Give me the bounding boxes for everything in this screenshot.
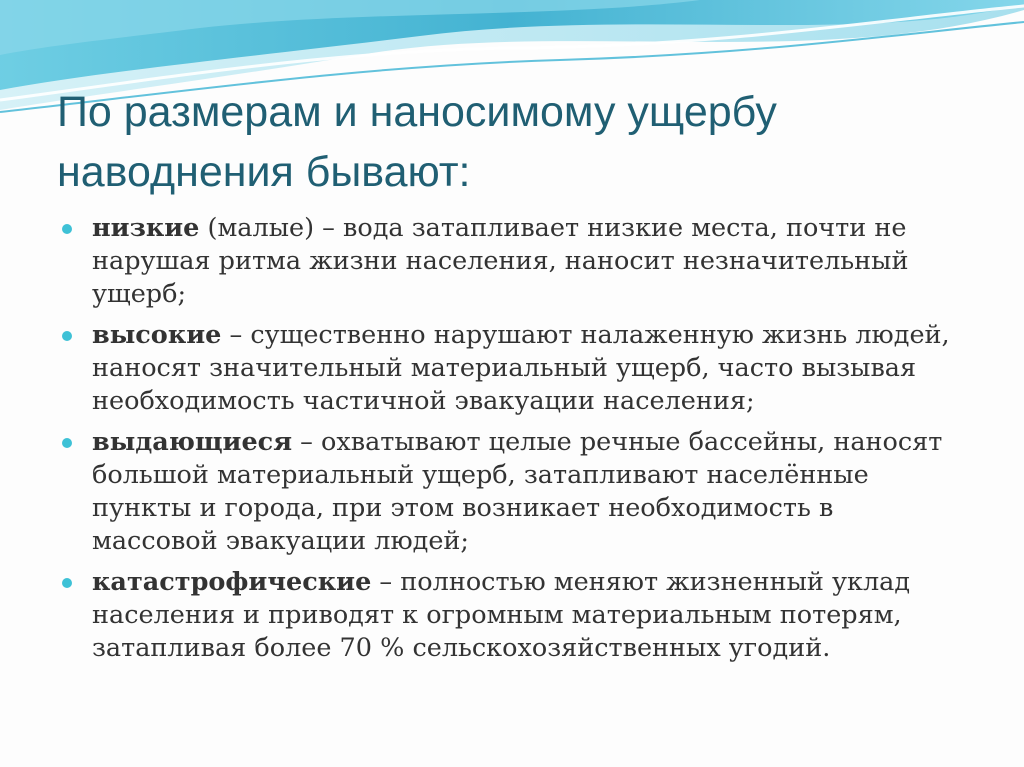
item-text: – существенно нарушают налаженную жизнь людей, наносят значительный материальный ущерб, часто вызывая необходимость частичной эвакуации населения;	[92, 320, 950, 416]
item-text: – охватывают целые речные бассейны, наносят большой материальный ущерб, затапливают населённые пункты и города, при этом возникает необходимость в массовой эвакуации людей;	[92, 427, 943, 556]
item-term: высокие	[92, 320, 222, 350]
slide-title: По размерам и наносимому ущербу наводнения бывают:	[57, 88, 777, 196]
list-item	[60, 319, 960, 418]
list-item	[60, 426, 960, 558]
list-item	[60, 566, 960, 665]
list-item	[60, 212, 960, 311]
item-text: (малые) – вода затапливает низкие места, почти не нарушая ритма жизни населения, наносит незначительный ущерб;	[92, 213, 909, 309]
bullet-dot-icon	[62, 331, 72, 341]
item-term: выдающиеся	[92, 427, 293, 457]
bullet-dot-icon	[62, 224, 72, 234]
bullet-dot-icon	[62, 438, 72, 448]
item-term: катастрофические	[92, 567, 372, 597]
bullet-list	[60, 212, 960, 673]
bullet-dot-icon	[62, 578, 72, 588]
item-term: низкие	[92, 213, 200, 243]
item-text: – полностью меняют жизненный уклад населения и приводят к огромным материальным потерям, затапливая более 70 % сельскохозяйственных угодий.	[92, 567, 911, 663]
